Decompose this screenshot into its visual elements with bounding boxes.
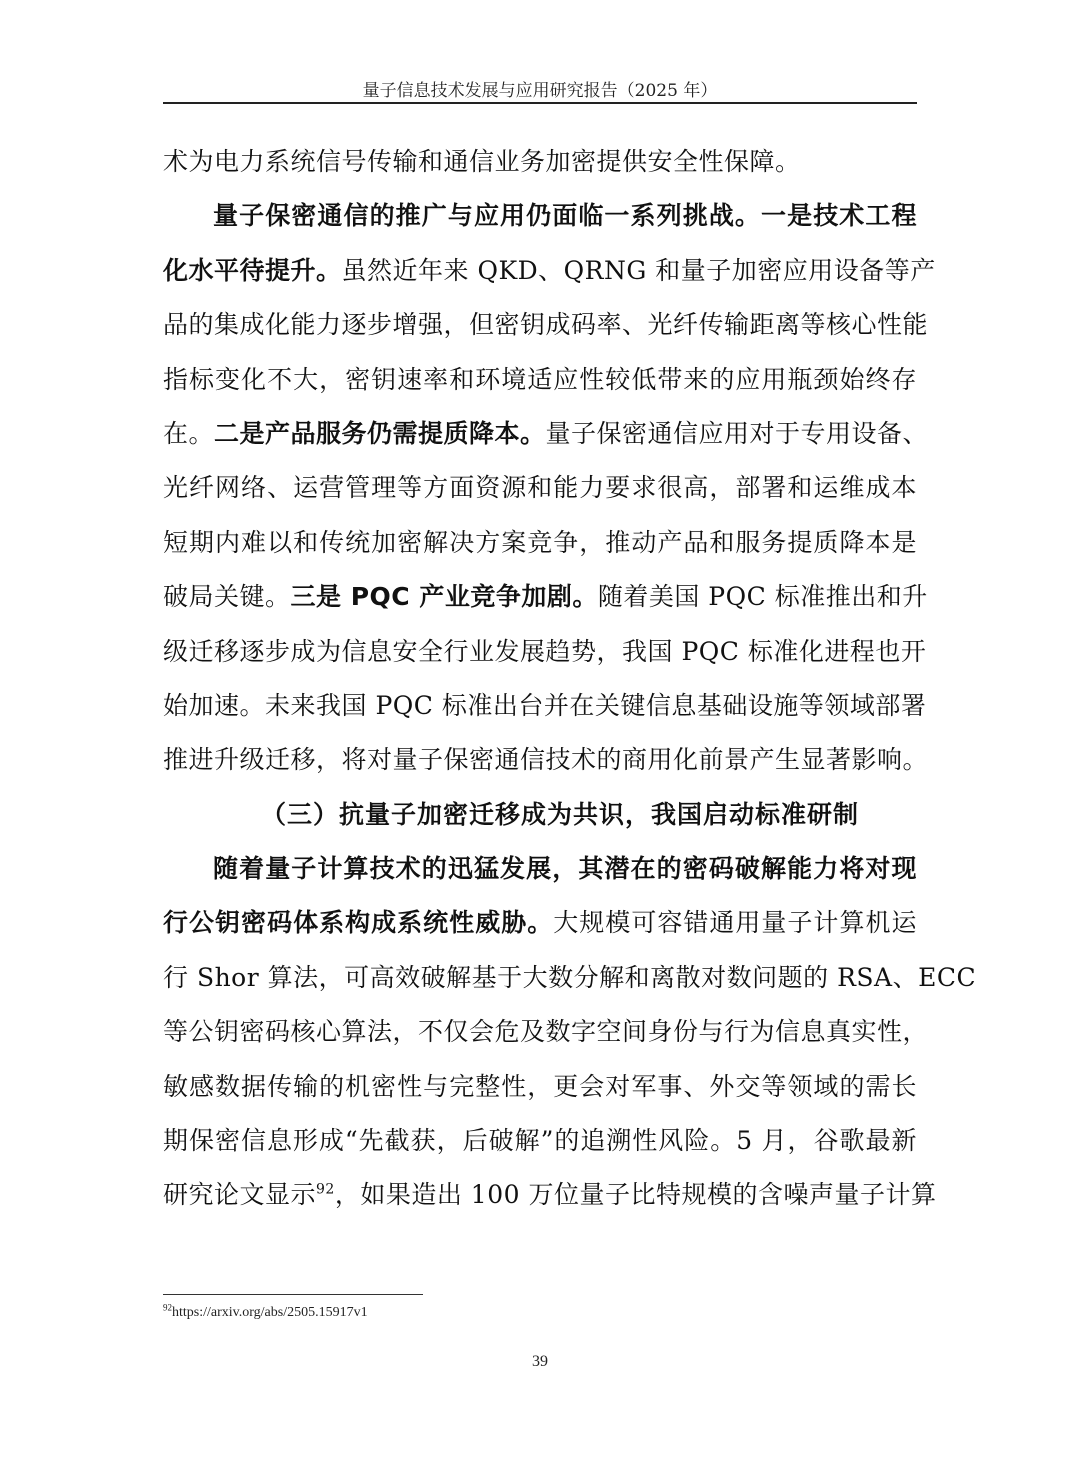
paragraph-line: 品的集成化能力逐步增强，但密钥成码率、光纤传输距离等核心性能 [163,310,929,340]
bold-phrase: 二是产品服务仍需提质降本。 [214,418,546,448]
footnote-rule [163,1294,423,1295]
page-header: 量子信息技术发展与应用研究报告（2025 年） [362,81,718,101]
paragraph-line: 指标变化不大，密钥速率和环境适应性较低带来的应用瓶颈始终存 [163,364,917,394]
paragraph-line: 推进升级迁移，将对量子保密通信技术的商用化前景产生显著影响。 [163,745,929,775]
header-rule [163,102,917,104]
paragraph-line: 破局关键。三是 PQC 产业竞争加剧。随着美国 PQC 标准推出和升 [163,582,928,612]
page-number: 39 [532,1353,548,1370]
paragraph-line [163,189,917,243]
footnote [163,1302,368,1321]
body-text [163,135,977,1223]
paragraph-line: 期保密信息形成“先截获，后破解”的追溯性风险。5 月，谷歌最新 [163,1126,917,1156]
bold-phrase: 行公钥密码体系构成系统性威胁。 [163,908,554,938]
bold-phrase: 随着量子计算技术的迅猛发展，其潜在的密码破解能力将对现 [213,854,917,884]
paragraph-line: 敏感数据传输的机密性与完整性，更会对军事、外交等领域的需长 [163,1071,917,1101]
paragraph-line: 始加速。未来我国 PQC 标准出台并在关键信息基础设施等领域部署 [163,690,927,720]
footnote-reference[interactable]: 92 [316,1182,335,1199]
paragraph-line: 等公钥密码核心算法，不仅会危及数字空间身份与行为信息真实性， [163,1017,929,1047]
paragraph-line: 在。二是产品服务仍需提质降本。量子保密通信应用对于专用设备、 [163,418,929,448]
paragraph-line: 行公钥密码体系构成系统性威胁。大规模可容错通用量子计算机运 [163,908,917,938]
paragraph-line: 短期内难以和传统加密解决方案竞争，推动产品和服务提质降本是 [163,527,917,557]
paragraph-line: 化水平待提升。虽然近年来 QKD、QRNG 和量子加密应用设备等产 [163,255,936,285]
paragraph-line: 光纤网络、运营管理等方面资源和能力要求很高，部署和运维成本 [163,473,917,503]
paragraph-line: 研究论文显示$^{92}$，如果造出 100 万位量子比特规模的含噪声量子计算 [163,1180,937,1210]
paragraph-line: 行 Shor 算法，可高效破解基于大数分解和离散对数问题的 RSA、ECC [163,962,977,992]
bold-phrase: 三是 PQC 产业竞争加剧。 [290,582,598,612]
paragraph-line: 术为电力系统信号传输和通信业务加密提供安全性保障。 [163,147,801,176]
paragraph-line: 级迁移逐步成为信息安全行业发展趋势，我国 PQC 标准化进程也开 [163,636,927,666]
section-heading: （三）抗量子加密迁移成为共识，我国启动标准研制 [260,799,859,829]
bold-phrase: 量子保密通信的推广与应用仍面临一系列挑战。一是技术工程 [213,201,917,231]
footnote-link[interactable]: https://arxiv.org/abs/2505.15917v1 [172,1305,368,1320]
paragraph-line [163,842,917,896]
footnote-mark: 92 [163,1302,172,1313]
bold-phrase: 化水平待提升。 [163,255,342,285]
